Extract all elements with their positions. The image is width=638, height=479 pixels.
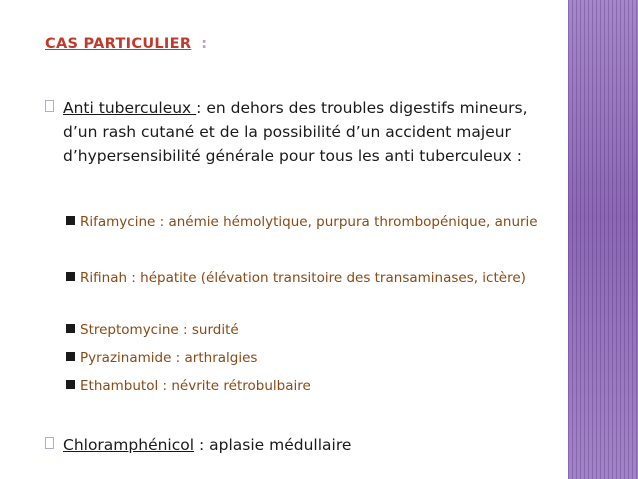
square-bullet-icon [66,324,75,333]
sub-item-text: Pyrazinamide : arthralgies [80,350,258,366]
square-bullet-icon [66,272,75,281]
title-text: CAS PARTICULIER [45,36,192,52]
list-item-text [63,433,565,457]
slide-title [45,36,207,52]
list-item-text [63,96,565,168]
square-bullet-icon [66,216,75,225]
sub-item-text: Rifamycine : anémie hémolytique, purpura thrombopénique, anurie [80,214,538,230]
sub-item-text: Ethambutol : névrite rétrobulbaire [80,378,311,394]
square-bullet-icon [66,352,75,361]
sub-item-text: Streptomycine : surdité [80,322,239,338]
sub-list-item [66,212,566,232]
decorative-sidebar [568,0,638,479]
term-chloramphenicol: Chloramphénicol [63,436,195,454]
term-anti-tuberculeux: Anti tuberculeux [63,99,197,117]
sub-list-item [66,348,566,368]
square-bullet-icon [66,380,75,389]
term-description: : en dehors des troubles digestifs mineurs, d’un rash cutané et de la possibilité d’un accident majeur d’hypersensibilité générale pour tous les anti tuberculeux : [63,99,528,165]
sub-list-item [66,268,566,288]
title-colon: : [201,36,208,52]
bullet-box-icon [45,100,54,112]
list-item-anti-tuberculeux [45,96,565,168]
sub-list-item [66,320,566,340]
sub-item-text: Rifinah : hépatite (élévation transitoire des transaminases, ictère) [80,270,526,286]
term-description: : aplasie médullaire [194,436,352,454]
sub-list-item [66,376,566,396]
list-item-chloramphenicol [45,433,565,457]
bullet-box-icon [45,437,54,449]
